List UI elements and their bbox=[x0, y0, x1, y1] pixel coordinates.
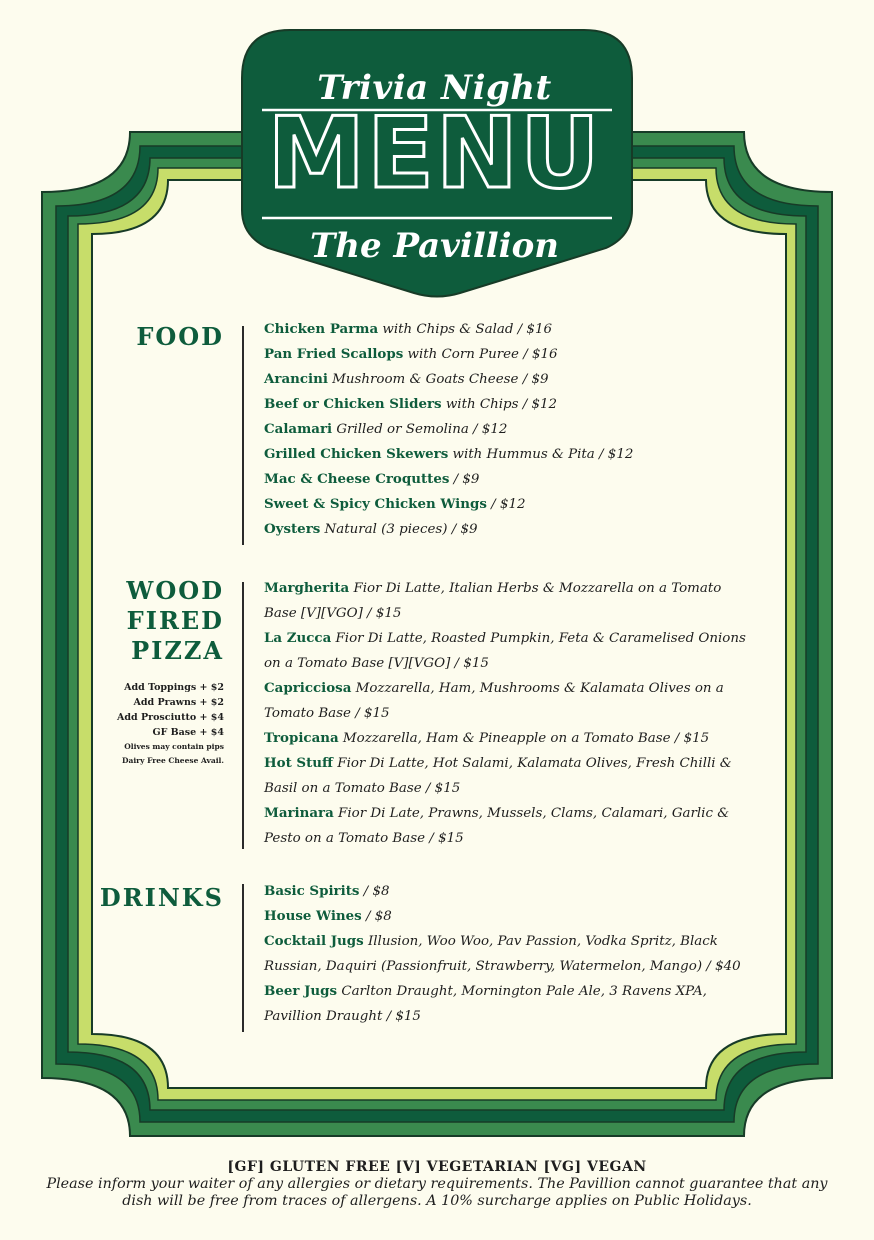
section-title-food: FOOD bbox=[136, 322, 224, 351]
section-divider-food bbox=[242, 326, 244, 545]
section-divider-pizza bbox=[242, 582, 244, 849]
menu-item: Pan Fried Scallops with Corn Puree / $16 bbox=[264, 346, 558, 362]
menu-item: Sweet & Spicy Chicken Wings / $12 bbox=[264, 496, 526, 512]
menu-badge bbox=[236, 30, 633, 297]
menu-item: Margherita Fior Di Latte, Italian Herbs & Mozzarella on a Tomato Base [V][VGO] / $15 bbox=[264, 580, 722, 621]
menu-item: Mac & Cheese Croquttes / $9 bbox=[264, 471, 480, 487]
menu-footer bbox=[0, 1158, 874, 1210]
menu-item: Arancini Mushroom & Goats Cheese / $9 bbox=[264, 371, 549, 387]
badge-venue: The Pavillion bbox=[310, 226, 559, 266]
menu-item: Tropicana Mozzarella, Ham & Pineapple on a Tomato Base / $15 bbox=[264, 730, 710, 746]
section-divider-drinks bbox=[242, 884, 244, 1032]
menu-item: Cocktail Jugs Illusion, Woo Woo, Pav Passion, Vodka Spritz, Black Russian, Daquiri (Passionfruit, Strawberry, Watermelon, Mango) / $40 bbox=[264, 933, 741, 974]
section-title-pizza: WOOD FIRED PIZZA bbox=[126, 576, 224, 665]
menu-item: Capricciosa Mozzarella, Ham, Mushrooms & Kalamata Olives on a Tomato Base / $15 bbox=[264, 680, 724, 721]
menu-item: Beef or Chicken Sliders with Chips / $12 bbox=[264, 396, 558, 412]
menu-item: Chicken Parma with Chips & Salad / $16 bbox=[264, 321, 552, 337]
food-items bbox=[264, 317, 754, 542]
menu-item: Oysters Natural (3 pieces) / $9 bbox=[264, 521, 478, 537]
pizza-addons: Add Toppings + $2 Add Prawns + $2 Add Prosciutto + $4 GF Base + $4 Olives may contain pips Dairy Free Cheese Avail. bbox=[116, 682, 224, 765]
menu-item: Marinara Fior Di Late, Prawns, Mussels, Clams, Calamari, Garlic & Pesto on a Tomato Base / $15 bbox=[264, 805, 730, 846]
menu-item: Basic Spirits / $8 bbox=[264, 883, 390, 899]
section-title-drinks: DRINKS bbox=[99, 883, 224, 912]
drinks-items bbox=[264, 879, 754, 1029]
menu-item: House Wines / $8 bbox=[264, 908, 392, 924]
menu-item: Hot Stuff Fior Di Latte, Hot Salami, Kalamata Olives, Fresh Chilli & Basil on a Tomato Base / $15 bbox=[264, 755, 732, 796]
menu-item: La Zucca Fior Di Latte, Roasted Pumpkin, Feta & Caramelised Onions on a Tomato Base [V][VGO] / $15 bbox=[264, 630, 746, 671]
dietary-legend: [GF] GLUTEN FREE [V] VEGETARIAN [VG] VEGAN bbox=[227, 1159, 647, 1175]
menu-item: Calamari Grilled or Semolina / $12 bbox=[264, 421, 508, 437]
allergy-note: Please inform your waiter of any allergies or dietary requirements. The Pavillion cannot guarantee that any dish will be free from traces of allergens. A 10% surcharge applies on Public Holidays. bbox=[46, 1176, 828, 1209]
pizza-items bbox=[264, 576, 754, 851]
menu-item: Beer Jugs Carlton Draught, Mornington Pale Ale, 3 Ravens XPA, Pavillion Draught / $15 bbox=[264, 983, 707, 1024]
menu-item: Grilled Chicken Skewers with Hummus & Pita / $12 bbox=[264, 446, 634, 462]
badge-subtitle: Trivia Night bbox=[317, 68, 552, 108]
badge-title: MENU bbox=[267, 97, 602, 211]
